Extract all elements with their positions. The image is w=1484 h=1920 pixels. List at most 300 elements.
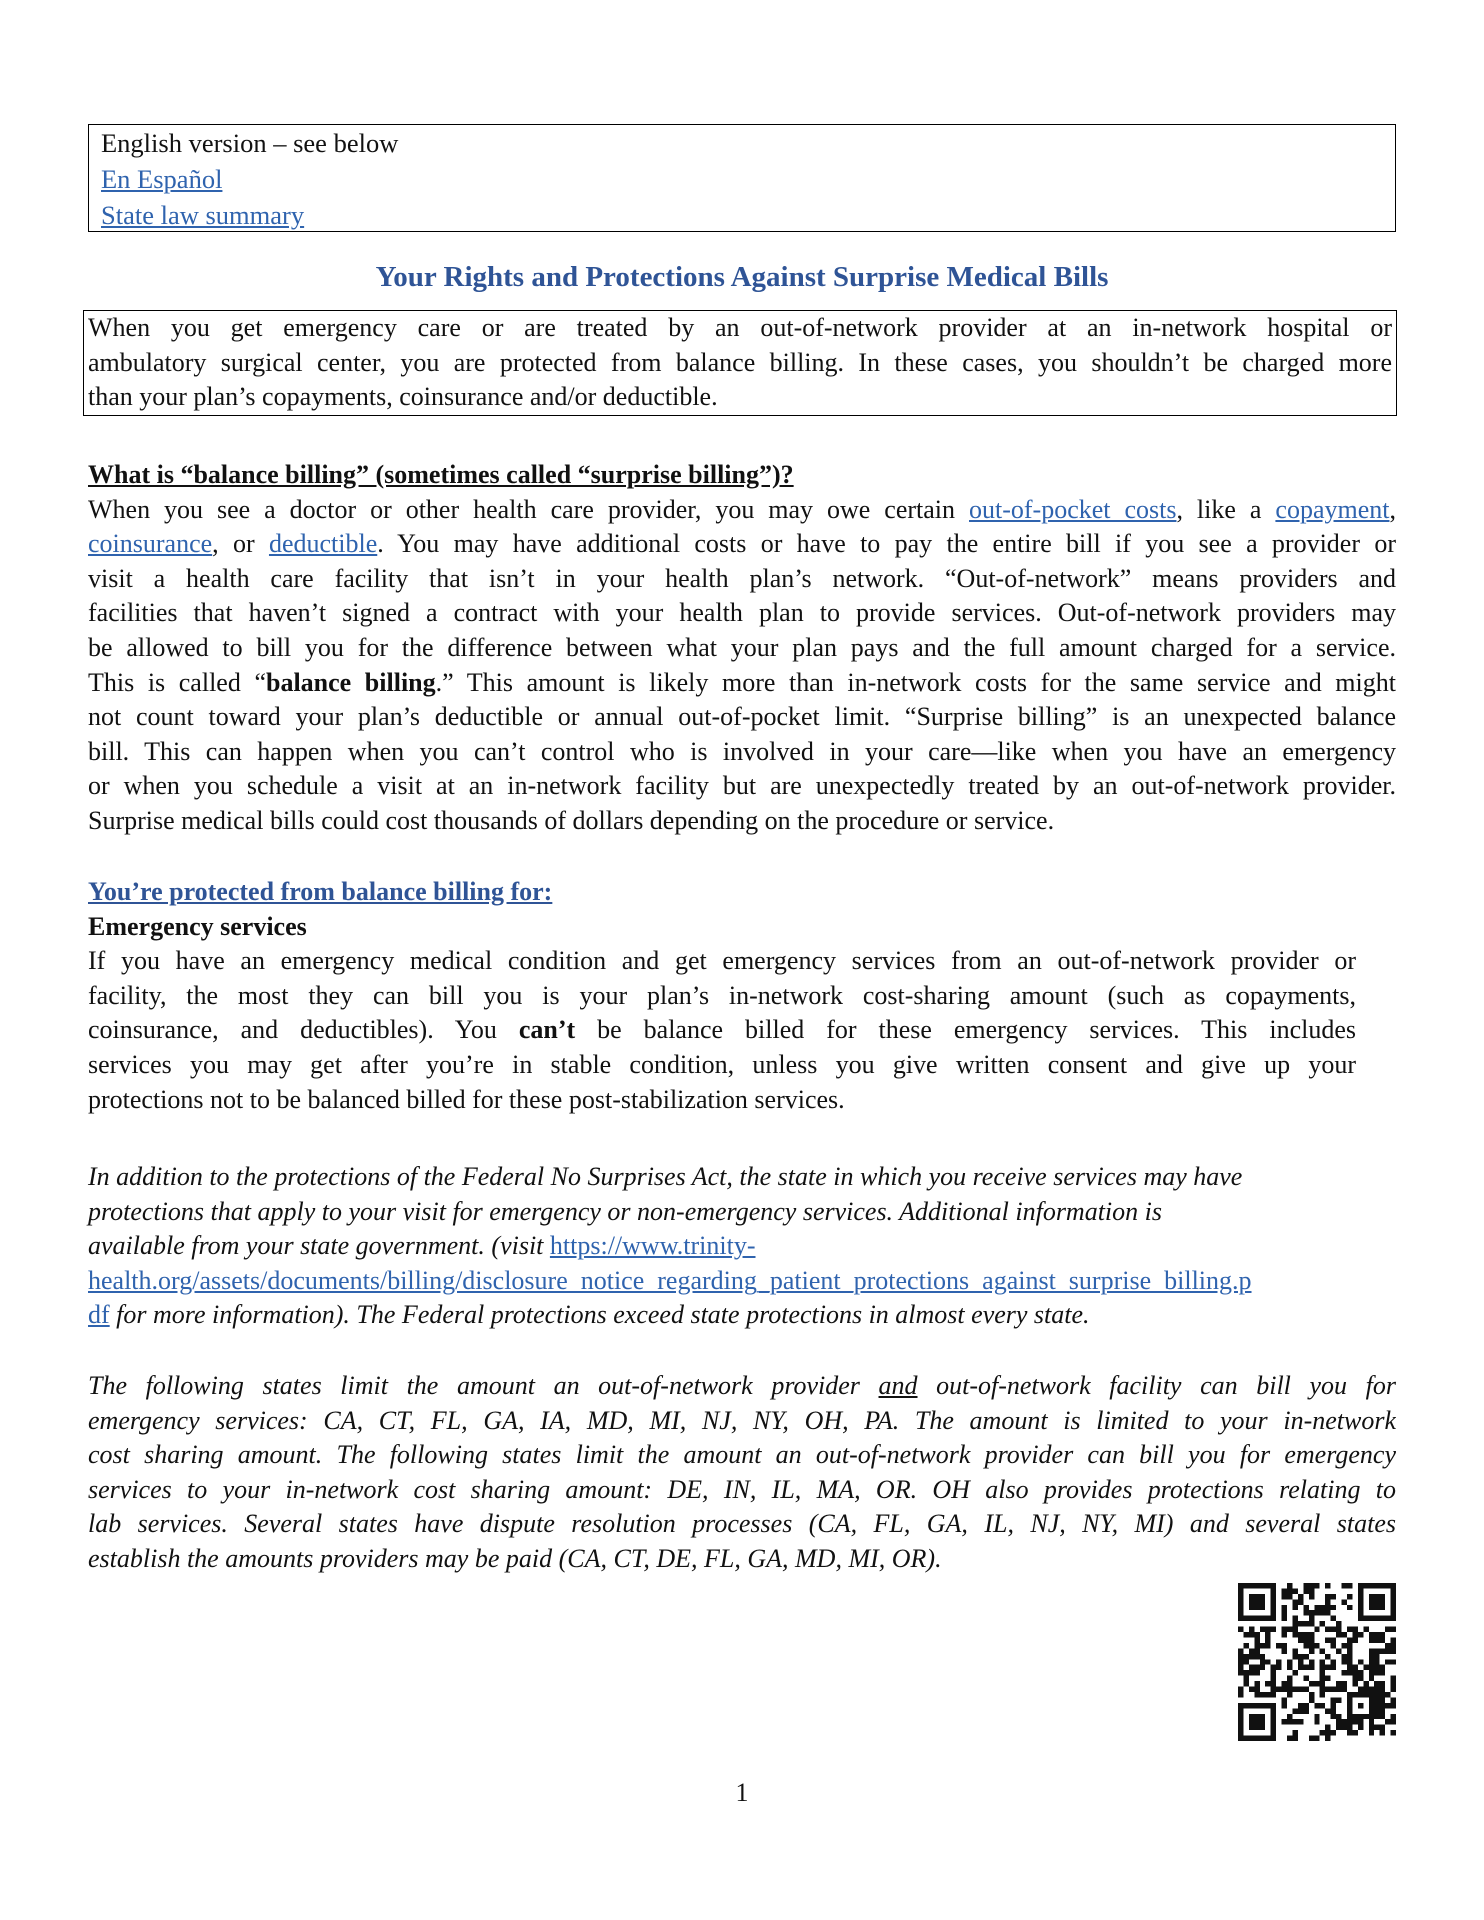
qr-module <box>1342 1632 1347 1637</box>
qr-module <box>1292 1708 1297 1713</box>
qr-module <box>1347 1583 1352 1588</box>
qr-module <box>1287 1665 1292 1670</box>
qr-module <box>1352 1730 1357 1735</box>
qr-module <box>1374 1637 1379 1642</box>
qr-module <box>1320 1648 1325 1653</box>
qr-module <box>1363 1627 1368 1632</box>
qr-module <box>1380 1583 1385 1588</box>
qr-module <box>1265 1736 1270 1741</box>
paragraph-line: coinsurance, or deductible. You may have additional costs or have to pay the entire bill if you see a provider or <box>88 529 1396 559</box>
qr-module <box>1325 1594 1330 1599</box>
qr-module <box>1391 1703 1396 1708</box>
qr-module <box>1238 1594 1243 1599</box>
qr-module <box>1303 1583 1308 1588</box>
qr-module <box>1265 1616 1270 1621</box>
qr-module <box>1276 1643 1281 1648</box>
qr-module <box>1363 1714 1368 1719</box>
qr-module <box>1391 1588 1396 1593</box>
qr-module <box>1342 1654 1347 1659</box>
qr-module <box>1320 1610 1325 1615</box>
qr-module <box>1325 1676 1330 1681</box>
qr-module <box>1238 1588 1243 1593</box>
qr-module <box>1282 1594 1287 1599</box>
qr-module <box>1331 1643 1336 1648</box>
qr-module <box>1380 1637 1385 1642</box>
qr-module <box>1347 1659 1352 1664</box>
paragraph-line: In addition to the protections of the Federal No Surprises Act, the state in which you receive services may have <box>88 1162 1243 1191</box>
qr-module <box>1303 1605 1308 1610</box>
qr-module <box>1271 1616 1276 1621</box>
qr-module <box>1238 1725 1243 1730</box>
deductible-link[interactable]: deductible <box>268 529 378 559</box>
qr-module <box>1282 1703 1287 1708</box>
paragraph-line: not count toward your plan’s deductible or annual out-of-pocket limit. “Surprise billing” is an unexpected balance <box>88 702 1396 732</box>
qr-module <box>1282 1632 1287 1637</box>
qr-module <box>1342 1670 1347 1675</box>
qr-module <box>1309 1621 1314 1626</box>
qr-module <box>1385 1616 1390 1621</box>
language-box <box>88 124 1396 232</box>
qr-module <box>1271 1692 1276 1697</box>
qr-module <box>1331 1708 1336 1713</box>
qr-code-icon[interactable] <box>1238 1583 1396 1741</box>
qr-module <box>1287 1676 1292 1681</box>
qr-module <box>1254 1583 1259 1588</box>
qr-module <box>1303 1654 1308 1659</box>
qr-module <box>1325 1665 1330 1670</box>
qr-module <box>1336 1725 1341 1730</box>
qr-module <box>1282 1719 1287 1724</box>
qr-module <box>1380 1632 1385 1637</box>
qr-module <box>1342 1681 1347 1686</box>
qr-module <box>1342 1659 1347 1664</box>
qr-module <box>1347 1594 1352 1599</box>
paragraph-line: services to your in-network cost sharing amount: DE, IN, IL, MA, OR. OH also provides protections relating to <box>88 1474 1396 1504</box>
paragraph-line: coinsurance, and deductibles). You can’t be balance billed for these emergency services. This includes <box>88 1015 1356 1045</box>
qr-module <box>1380 1599 1385 1604</box>
qr-module <box>1374 1714 1379 1719</box>
qr-module <box>1309 1736 1314 1741</box>
qr-module <box>1249 1714 1254 1719</box>
qr-module <box>1292 1621 1297 1626</box>
qr-module <box>1243 1676 1248 1681</box>
qr-module <box>1374 1692 1379 1697</box>
qr-module <box>1385 1719 1390 1724</box>
qr-module <box>1347 1643 1352 1648</box>
paragraph-line: emergency services: CA, CT, FL, GA, IA, MD, MI, NJ, NY, OH, PA. The amount is limited to your in-network <box>88 1405 1396 1435</box>
protected-section <box>88 875 1356 1117</box>
qr-module <box>1391 1719 1396 1724</box>
qr-module <box>1358 1714 1363 1719</box>
paragraph-line: services you may get after you’re in stable condition, unless you give written consent and give up your <box>88 1049 1356 1079</box>
out-of-pocket-costs-link[interactable]: out-of-pocket costs <box>969 494 1177 524</box>
qr-module <box>1363 1583 1368 1588</box>
paragraph-line: protections not to be balanced billed for these post-stabilization services. <box>88 1084 845 1114</box>
balance-billing-section <box>88 458 1396 839</box>
qr-module <box>1374 1687 1379 1692</box>
qr-module <box>1292 1599 1297 1604</box>
qr-module <box>1260 1594 1265 1599</box>
qr-module <box>1260 1605 1265 1610</box>
qr-module <box>1298 1621 1303 1626</box>
qr-module <box>1391 1730 1396 1735</box>
qr-module <box>1314 1736 1319 1741</box>
qr-module <box>1352 1665 1357 1670</box>
qr-module <box>1309 1637 1314 1642</box>
qr-module <box>1298 1703 1303 1708</box>
qr-module <box>1303 1632 1308 1637</box>
qr-module <box>1314 1610 1319 1615</box>
qr-module <box>1374 1708 1379 1713</box>
qr-module <box>1331 1697 1336 1702</box>
qr-module <box>1325 1583 1330 1588</box>
qr-module <box>1271 1687 1276 1692</box>
qr-module <box>1358 1605 1363 1610</box>
qr-module <box>1254 1654 1259 1659</box>
qr-module <box>1363 1616 1368 1621</box>
qr-module <box>1380 1665 1385 1670</box>
qr-module <box>1282 1687 1287 1692</box>
qr-module <box>1352 1670 1357 1675</box>
qr-module <box>1336 1719 1341 1724</box>
qr-module <box>1391 1616 1396 1621</box>
qr-module <box>1243 1654 1248 1659</box>
qr-module <box>1358 1703 1363 1708</box>
qr-module <box>1358 1610 1363 1615</box>
qr-module <box>1309 1659 1314 1664</box>
qr-module <box>1238 1687 1243 1692</box>
state-protections-section <box>88 1369 1396 1577</box>
qr-module <box>1331 1616 1336 1621</box>
qr-module <box>1336 1648 1341 1653</box>
qr-module <box>1276 1665 1281 1670</box>
qr-module <box>1298 1708 1303 1713</box>
qr-module <box>1282 1616 1287 1621</box>
qr-module <box>1380 1594 1385 1599</box>
qr-module <box>1287 1714 1292 1719</box>
qr-module <box>1254 1594 1259 1599</box>
qr-module <box>1254 1648 1259 1653</box>
qr-module <box>1391 1599 1396 1604</box>
qr-module <box>1391 1583 1396 1588</box>
qr-module <box>1347 1637 1352 1642</box>
qr-module <box>1363 1681 1368 1686</box>
qr-module <box>1369 1725 1374 1730</box>
qr-module <box>1292 1687 1297 1692</box>
qr-module <box>1320 1681 1325 1686</box>
qr-module <box>1391 1676 1396 1681</box>
qr-module <box>1309 1588 1314 1593</box>
qr-module <box>1374 1616 1379 1621</box>
qr-module <box>1342 1725 1347 1730</box>
qr-module <box>1374 1681 1379 1686</box>
qr-module <box>1287 1659 1292 1664</box>
qr-module <box>1347 1697 1352 1702</box>
qr-module <box>1265 1703 1270 1708</box>
qr-module <box>1282 1605 1287 1610</box>
qr-module <box>1352 1637 1357 1642</box>
qr-module <box>1260 1583 1265 1588</box>
qr-module <box>1374 1665 1379 1670</box>
paragraph-line: visit a health care facility that isn’t in your health plan’s network. “Out-of-network” means providers and <box>88 563 1396 593</box>
qr-module <box>1325 1736 1330 1741</box>
summary-line: than your plan’s copayments, coinsurance and/or deductible. <box>88 382 718 411</box>
qr-module <box>1254 1605 1259 1610</box>
qr-module <box>1287 1687 1292 1692</box>
page-title: Your Rights and Protections Against Surprise Medical Bills <box>375 261 1109 293</box>
qr-module <box>1369 1703 1374 1708</box>
qr-module <box>1309 1681 1314 1686</box>
qr-module <box>1358 1670 1363 1675</box>
qr-module <box>1369 1719 1374 1724</box>
summary-line: ambulatory surgical center, you are protected from balance billing. In these cases, you shouldn’t be charged more <box>88 347 1392 377</box>
qr-module <box>1287 1736 1292 1741</box>
qr-module <box>1303 1676 1308 1681</box>
qr-module <box>1249 1632 1254 1637</box>
qr-module <box>1369 1670 1374 1675</box>
qr-module <box>1265 1637 1270 1642</box>
qr-module <box>1249 1736 1254 1741</box>
qr-module <box>1254 1692 1259 1697</box>
qr-module <box>1254 1632 1259 1637</box>
qr-module <box>1391 1697 1396 1702</box>
qr-module <box>1249 1687 1254 1692</box>
qr-module <box>1358 1687 1363 1692</box>
qr-module <box>1238 1719 1243 1724</box>
qr-module <box>1391 1648 1396 1653</box>
qr-module <box>1303 1665 1308 1670</box>
qr-module <box>1298 1637 1303 1642</box>
qr-module <box>1298 1659 1303 1664</box>
qr-module <box>1320 1730 1325 1735</box>
qr-module <box>1238 1703 1243 1708</box>
qr-module <box>1260 1719 1265 1724</box>
qr-module <box>1265 1659 1270 1664</box>
qr-module <box>1391 1687 1396 1692</box>
summary-box <box>83 310 1397 416</box>
paragraph-line: When you see a doctor or other health care provider, you may owe certain out-of-pocket costs, like a copayment, <box>88 494 1396 524</box>
qr-module <box>1282 1643 1287 1648</box>
qr-module <box>1369 1654 1374 1659</box>
paragraph-line <box>88 1264 1396 1299</box>
qr-module <box>1287 1719 1292 1724</box>
qr-module <box>1369 1583 1374 1588</box>
qr-module <box>1298 1632 1303 1637</box>
qr-module <box>1243 1670 1248 1675</box>
qr-module <box>1271 1588 1276 1593</box>
paragraph-line: bill. This can happen when you can’t control who is involved in your care—like when you have an emergency <box>88 736 1396 766</box>
paragraph-line: df for more information). The Federal protections exceed state protections in almost every state. <box>88 1300 1090 1330</box>
paragraph-line: available from your state government. (visit https://www.trinity- <box>88 1231 756 1261</box>
copayment-link[interactable]: copayment <box>1275 494 1390 524</box>
qr-module <box>1238 1736 1243 1741</box>
state-law-summary-link[interactable]: State law summary <box>101 200 305 230</box>
qr-module <box>1331 1627 1336 1632</box>
qr-module <box>1369 1594 1374 1599</box>
qr-module <box>1287 1594 1292 1599</box>
qr-module <box>1260 1654 1265 1659</box>
qr-module <box>1358 1588 1363 1593</box>
qr-module <box>1347 1703 1352 1708</box>
qr-module <box>1271 1594 1276 1599</box>
qr-module <box>1358 1616 1363 1621</box>
qr-module <box>1380 1605 1385 1610</box>
qr-module <box>1342 1583 1347 1588</box>
qr-module <box>1271 1730 1276 1735</box>
qr-module <box>1298 1687 1303 1692</box>
qr-module <box>1385 1583 1390 1588</box>
qr-module <box>1287 1627 1292 1632</box>
qr-module <box>1243 1583 1248 1588</box>
qr-module <box>1292 1670 1297 1675</box>
qr-module <box>1249 1703 1254 1708</box>
qr-module <box>1391 1681 1396 1686</box>
qr-module <box>1292 1730 1297 1735</box>
qr-module <box>1331 1687 1336 1692</box>
qr-module <box>1331 1730 1336 1735</box>
trinity-health-url-link[interactable]: https://www.trinity- <box>549 1231 756 1261</box>
qr-module <box>1254 1681 1259 1686</box>
qr-module <box>1363 1692 1368 1697</box>
qr-module <box>1391 1627 1396 1632</box>
qr-module <box>1336 1681 1341 1686</box>
balance-billing-term: balance billing <box>265 667 436 697</box>
qr-module <box>1380 1703 1385 1708</box>
qr-module <box>1238 1659 1243 1664</box>
qr-module <box>1374 1697 1379 1702</box>
qr-module <box>1292 1588 1297 1593</box>
qr-module <box>1374 1670 1379 1675</box>
qr-module <box>1298 1594 1303 1599</box>
qr-module <box>1314 1583 1319 1588</box>
qr-module <box>1254 1736 1259 1741</box>
qr-module <box>1391 1594 1396 1599</box>
qr-module <box>1238 1627 1243 1632</box>
qr-module <box>1292 1616 1297 1621</box>
qr-module <box>1265 1627 1270 1632</box>
qr-module <box>1347 1708 1352 1713</box>
qr-module <box>1331 1637 1336 1642</box>
qr-module <box>1347 1714 1352 1719</box>
qr-module <box>1385 1659 1390 1664</box>
qr-module <box>1374 1583 1379 1588</box>
qr-module <box>1374 1703 1379 1708</box>
spanish-link[interactable]: En Español <box>101 164 223 194</box>
qr-module <box>1369 1665 1374 1670</box>
qr-module <box>1374 1594 1379 1599</box>
qr-module <box>1369 1632 1374 1637</box>
qr-module <box>1369 1676 1374 1681</box>
qr-module <box>1254 1703 1259 1708</box>
qr-module <box>1374 1654 1379 1659</box>
qr-module <box>1347 1627 1352 1632</box>
qr-module <box>1325 1708 1330 1713</box>
qr-module <box>1320 1665 1325 1670</box>
paragraph-line: facility, the most they can bill you is your plan’s in-network cost-sharing amount (such as copayments, <box>88 980 1356 1010</box>
qr-module <box>1282 1697 1287 1702</box>
qr-module <box>1249 1605 1254 1610</box>
qr-module <box>1287 1681 1292 1686</box>
balance-billing-heading: What is “balance billing” (sometimes called “surprise billing”)? <box>88 460 794 489</box>
qr-module <box>1380 1692 1385 1697</box>
qr-module <box>1358 1632 1363 1637</box>
qr-module <box>1238 1616 1243 1621</box>
qr-module <box>1254 1616 1259 1621</box>
paragraph-line: Surprise medical bills could cost thousands of dollars depending on the procedure or service. <box>88 805 1055 835</box>
qr-module <box>1374 1659 1379 1664</box>
qr-module <box>1276 1659 1281 1664</box>
qr-module <box>1347 1730 1352 1735</box>
coinsurance-link[interactable]: coinsurance <box>88 529 213 559</box>
qr-module <box>1260 1599 1265 1604</box>
qr-module <box>1358 1676 1363 1681</box>
trinity-health-url-link[interactable]: df <box>88 1300 110 1330</box>
qr-module <box>1385 1643 1390 1648</box>
qr-module <box>1314 1714 1319 1719</box>
qr-module <box>1271 1610 1276 1615</box>
qr-module <box>1282 1648 1287 1653</box>
qr-module <box>1298 1665 1303 1670</box>
qr-module <box>1303 1687 1308 1692</box>
qr-module <box>1347 1665 1352 1670</box>
qr-module <box>1320 1703 1325 1708</box>
qr-module <box>1369 1730 1374 1735</box>
qr-module <box>1276 1687 1281 1692</box>
qr-module <box>1271 1583 1276 1588</box>
qr-module <box>1342 1599 1347 1604</box>
qr-module <box>1385 1703 1390 1708</box>
qr-module <box>1292 1605 1297 1610</box>
qr-module <box>1309 1616 1314 1621</box>
qr-module <box>1271 1599 1276 1604</box>
qr-module <box>1254 1725 1259 1730</box>
paragraph-line: If you have an emergency medical condition and get emergency services from an out-of-network provider or <box>88 946 1356 976</box>
qr-module <box>1347 1692 1352 1697</box>
qr-module <box>1309 1610 1314 1615</box>
qr-module <box>1292 1648 1297 1653</box>
qr-module <box>1336 1714 1341 1719</box>
qr-module <box>1249 1665 1254 1670</box>
qr-module <box>1374 1725 1379 1730</box>
qr-module <box>1358 1692 1363 1697</box>
qr-module <box>1336 1632 1341 1637</box>
qr-module <box>1369 1692 1374 1697</box>
qr-module <box>1238 1665 1243 1670</box>
trinity-health-url-link[interactable]: health.org/assets/documents/billing/disclosure_notice_regarding_patient_protections_against_surprise_billing.p <box>88 1265 1252 1295</box>
qr-module <box>1249 1583 1254 1588</box>
qr-module <box>1243 1736 1248 1741</box>
qr-module <box>1347 1605 1352 1610</box>
qr-module <box>1320 1687 1325 1692</box>
qr-module <box>1320 1659 1325 1664</box>
qr-module <box>1287 1583 1292 1588</box>
qr-module <box>1369 1599 1374 1604</box>
paragraph-line: or when you schedule a visit at an in-network facility but are unexpectedly treated by an out-of-network provider. <box>88 771 1396 801</box>
qr-module <box>1260 1643 1265 1648</box>
qr-module <box>1303 1637 1308 1642</box>
qr-module <box>1303 1621 1308 1626</box>
qr-module <box>1369 1687 1374 1692</box>
qr-module <box>1352 1627 1357 1632</box>
qr-module <box>1249 1725 1254 1730</box>
qr-module <box>1243 1681 1248 1686</box>
qr-module <box>1391 1714 1396 1719</box>
qr-module <box>1249 1648 1254 1653</box>
summary-line: When you get emergency care or are treated by an out-of-network provider at an in-network hospital or <box>88 313 1392 342</box>
qr-module <box>1320 1670 1325 1675</box>
qr-module <box>1238 1708 1243 1713</box>
qr-module <box>1374 1599 1379 1604</box>
